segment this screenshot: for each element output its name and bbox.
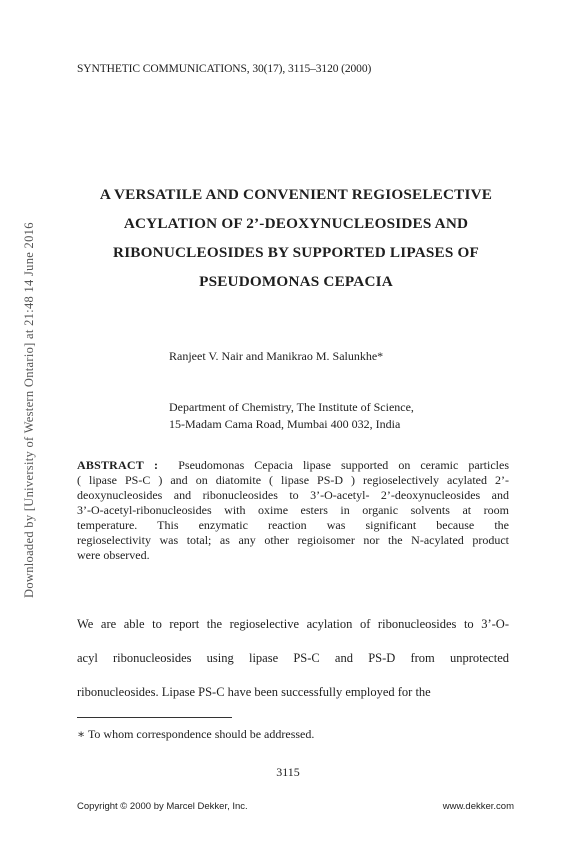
affiliation-line: Department of Chemistry, The Institute of Science,: [169, 400, 414, 414]
abstract-text: Pseudomonas Cepacia lipase supported on ceramic particles: [178, 458, 509, 472]
affiliation: [169, 399, 414, 433]
article-title: [60, 180, 532, 296]
title-line: PSEUDOMONAS CEPACIA: [199, 273, 393, 290]
download-watermark: Downloaded by [University of Western Ontario] at 21:48 14 June 2016: [22, 222, 36, 598]
abstract-line: deoxynucleosides and ribonucleosides to 3’-O-acetyl- 2’-deoxynucleosides and: [77, 488, 509, 502]
copyright-notice: Copyright © 2000 by Marcel Dekker, Inc.: [77, 801, 248, 812]
affiliation-line: 15-Madam Cama Road, Mumbai 400 032, India: [169, 417, 401, 431]
abstract-line: [77, 458, 509, 473]
abstract-label: ABSTRACT :: [77, 458, 159, 472]
title-line: RIBONUCLEOSIDES BY SUPPORTED LIPASES OF: [113, 244, 479, 261]
publisher-website[interactable]: www.dekker.com: [442, 801, 514, 812]
abstract-line: ( lipase PS-C ) and on diatomite ( lipase PS-D ) regioselectively acylated 2’-: [77, 473, 509, 487]
page-number: 3115: [276, 765, 300, 779]
body-line: We are able to report the regioselective acylation of ribonucleosides to 3’-O-: [77, 617, 509, 631]
abstract-line: temperature. This enzymatic reaction was significant because the: [77, 518, 509, 532]
body-line: acyl ribonucleosides using lipase PS-C and PS-D from unprotected: [77, 651, 509, 665]
abstract-line: regioselectivity was total; as any other regioisomer nor the N-acylated product: [77, 533, 509, 547]
abstract-line: 3’-O-acetyl-ribonucleosides with oxime esters in organic solvents at room: [77, 503, 509, 517]
authors: Ranjeet V. Nair and Manikrao M. Salunkhe*: [169, 349, 384, 363]
title-line: ACYLATION OF 2’-DEOXYNUCLEOSIDES AND: [123, 215, 469, 232]
journal-citation: SYNTHETIC COMMUNICATIONS, 30(17), 3115–3120 (2000): [77, 63, 372, 75]
footnote-rule: [77, 717, 232, 718]
abstract: [77, 458, 509, 563]
title-line: A VERSATILE AND CONVENIENT REGIOSELECTIVE: [99, 186, 493, 203]
footnote: ∗ To whom correspondence should be addressed.: [77, 727, 315, 741]
abstract-line: were observed.: [77, 548, 150, 562]
body-line: ribonucleosides. Lipase PS-C have been successfully employed for the: [77, 685, 431, 699]
